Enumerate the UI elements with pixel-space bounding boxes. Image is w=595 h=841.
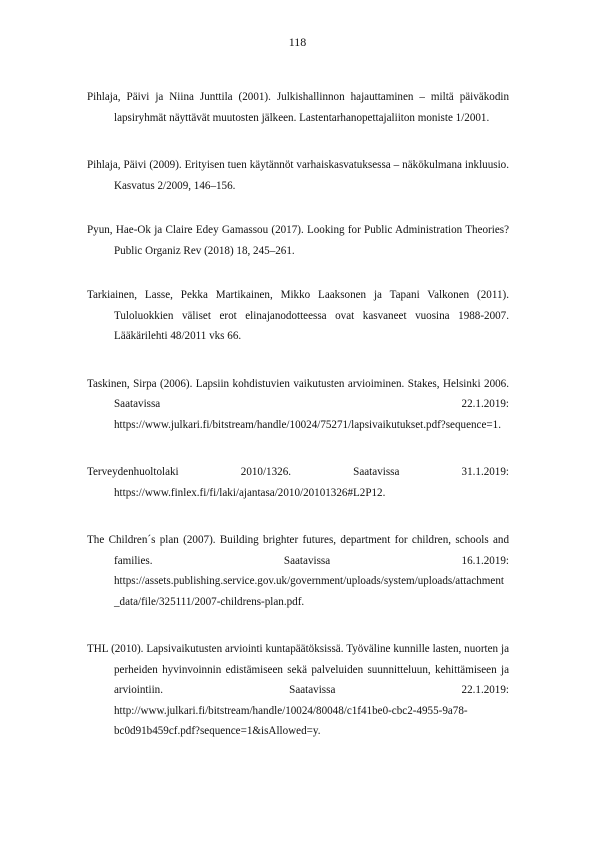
reference-list (87, 87, 509, 769)
page-number: 118 (288, 35, 307, 49)
reference-entry-taskinen-2006: Taskinen, Sirpa (2006). Lapsiin kohdistuvien vaikutusten arvioiminen. Stakes, Helsinki 2006. Saatavissa 22.1.2019: https://www.julkari.fi/bitstream/handle/10024/75271/lapsivaikutukset.pdf?sequence=1. (87, 377, 509, 431)
reference-entry-pihlaja-junttila-2001: Pihlaja, Päivi ja Niina Junttila (2001). Julkishallinnon hajauttaminen – miltä päiväkodin lapsiryhmät näyttävät muutosten jälkeen. Lastentarhanopettajaliiton moniste 1/2001. (87, 91, 509, 124)
reference-entry-childrens-plan-2007: The Children´s plan (2007). Building brighter futures, department for children, schools and families. Saatavissa 16.1.2019: https://assets.publishing.service.gov.uk/government/uploads/system/uploads/attachment_data/file/325111/2007-childrens-plan.pdf. (87, 534, 509, 608)
reference-entry-tarkiainen-2011: Tarkiainen, Lasse, Pekka Martikainen, Mikko Laaksonen ja Tapani Valkonen (2011). Tuloluokkien väliset erot elinajanodotteessa ovat kasvaneet vuosina 1988-2007. Lääkärilehti 48/2011 vks 66. (87, 289, 509, 342)
reference-entry-terveydenhuoltolaki: Terveydenhuoltolaki 2010/1326. Saatavissa 31.1.2019: https://www.finlex.fi/fi/laki/ajantasa/2010/20101326#L2P12. (87, 466, 509, 499)
reference-entry-pyun-gamassou-2017: Pyun, Hae-Ok ja Claire Edey Gamassou (2017). Looking for Public Administration Theories? Public Organiz Rev (2018) 18, 245–261. (87, 224, 509, 257)
reference-entry-thl-2010: THL (2010). Lapsivaikutusten arviointi kuntapäätöksissä. Työväline kunnille lasten, nuorten ja perheiden hyvinvoinnin edistämiseen sekä palveluiden suunnitteluun, kehittämiseen ja arviointiin. Saatavissa 22.1.2019: http://www.julkari.fi/bitstream/handle/10024/80048/c1f41be0-cbc2-4955-9a78-bc0d91b459cf.pdf?sequence=1&isAllowed=y. (87, 643, 509, 737)
reference-entry-pihlaja-2009: Pihlaja, Päivi (2009). Erityisen tuen käytännöt varhaiskasvatuksessa – näkökulmana inkluusio. Kasvatus 2/2009, 146–156. (87, 159, 509, 192)
